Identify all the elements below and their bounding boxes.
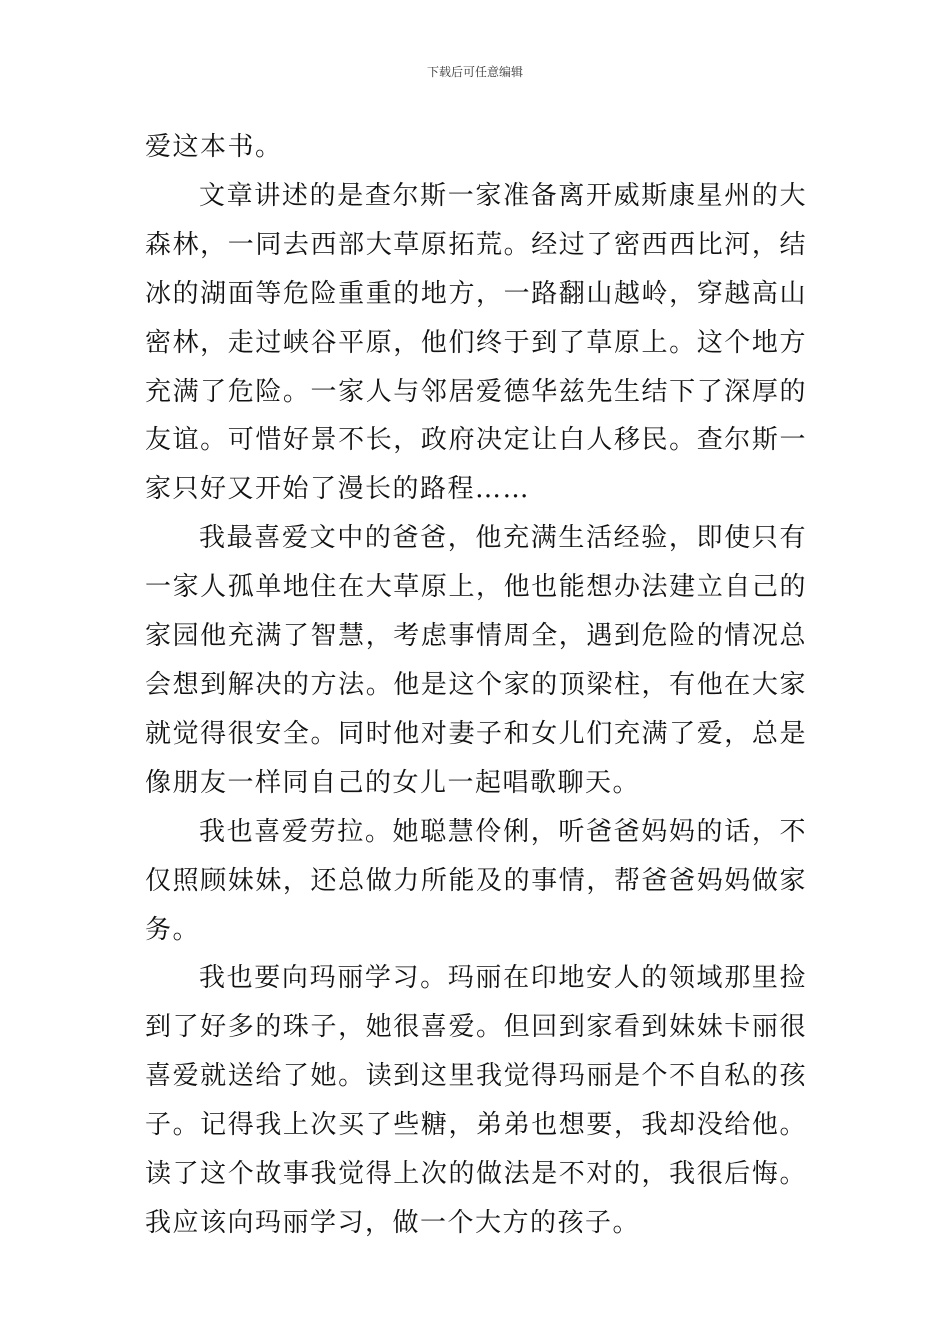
paragraph-continuation: 爱这本书。 (145, 132, 283, 162)
document-body (145, 123, 807, 1248)
page-header: 下载后可任意编辑 (426, 65, 523, 79)
paragraph-father: 我最喜爱文中的爸爸，他充满生活经验，即使只有一家人孤单地住在大草原上，他也能想办法建立自己的家园他充满了智慧，考虑事情周全，遇到危险的情况总会想到解决的方法。他是这个家的顶梁柱，有他在大家就觉得很安全。同时他对妻子和女儿们充满了爱，总是像朋友一样同自己的女儿一起唱歌聊天。 (145, 523, 807, 798)
paragraph-mary: 我也要向玛丽学习。玛丽在印地安人的领域那里捡到了好多的珠子，她很喜爱。但回到家看到妹妹卡丽很喜爱就送给了她。读到这里我觉得玛丽是个不自私的孩子。记得我上次买了些糖，弟弟也想要，我却没给他。读了这个故事我觉得上次的做法是不对的，我很后悔。我应该向玛丽学习，做一个大方的孩子。 (145, 963, 807, 1238)
paragraph-laura: 我也喜爱劳拉。她聪慧伶俐，听爸爸妈妈的话，不仅照顾妹妹，还总做力所能及的事情，帮爸爸妈妈做家务。 (145, 816, 807, 945)
paragraph-story-summary: 文章讲述的是查尔斯一家准备离开威斯康星州的大森林，一同去西部大草原拓荒。经过了密西西比河，结冰的湖面等危险重重的地方，一路翻山越岭，穿越高山密林，走过峡谷平原，他们终于到了草原上。这个地方充满了危险。一家人与邻居爱德华兹先生结下了深厚的友谊。可惜好景不长，政府决定让白人移民。查尔斯一家只好又开始了漫长的路程…… (145, 180, 807, 505)
